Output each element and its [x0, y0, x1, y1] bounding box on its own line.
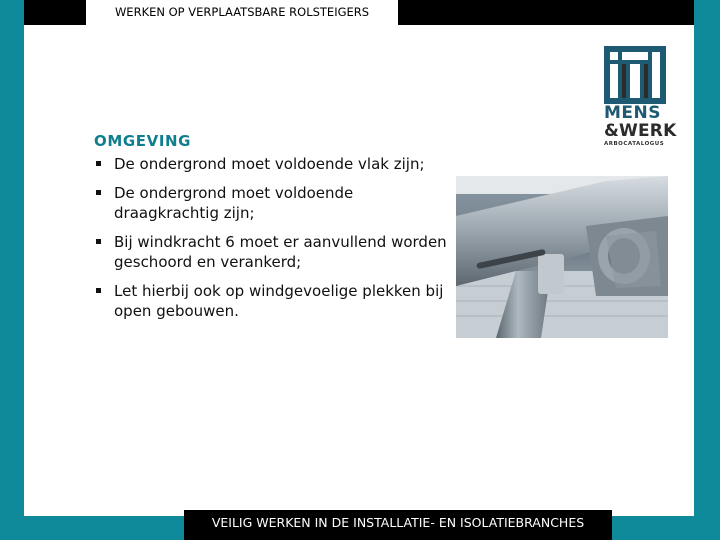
logo-text-mens: MENS	[604, 103, 662, 123]
logo-mark-icon	[604, 46, 666, 104]
right-accent-bar	[694, 0, 720, 540]
bullet-item	[94, 154, 454, 174]
left-accent-bar	[0, 0, 24, 540]
bullet-text: Let hierbij ook op windgevoelige plekken bij open gebouwen.	[114, 282, 444, 320]
scaffold-clamp-photo	[456, 176, 668, 338]
bullet-text: Bij windkracht 6 moet er aanvullend worden geschoord en verankerd;	[114, 233, 447, 271]
section-heading: OMGEVING	[94, 132, 192, 150]
mens-en-werk-logo	[604, 46, 677, 158]
bullet-text: De ondergrond moet voldoende draagkrachtig zijn;	[114, 184, 354, 222]
bullet-item	[94, 232, 454, 272]
bullet-list	[94, 154, 454, 321]
bullet-icon	[96, 190, 101, 195]
content-area	[94, 132, 454, 330]
bullet-text: De ondergrond moet voldoende vlak zijn;	[114, 155, 425, 173]
bullet-icon	[96, 288, 101, 293]
scaffold-photo-image	[456, 176, 668, 338]
bullet-item	[94, 281, 454, 321]
slide-header-title: WERKEN OP VERPLAATSBARE ROLSTEIGERS	[86, 0, 398, 25]
logo-tagline: ARBOCATALOGUS	[604, 141, 665, 147]
bullet-item	[94, 183, 454, 223]
logo-text-werk: &WERK	[604, 121, 677, 141]
bullet-icon	[96, 161, 101, 166]
footer-text: VEILIG WERKEN IN DE INSTALLATIE- EN ISOLATIEBRANCHES	[211, 515, 585, 530]
bullet-icon	[96, 239, 101, 244]
